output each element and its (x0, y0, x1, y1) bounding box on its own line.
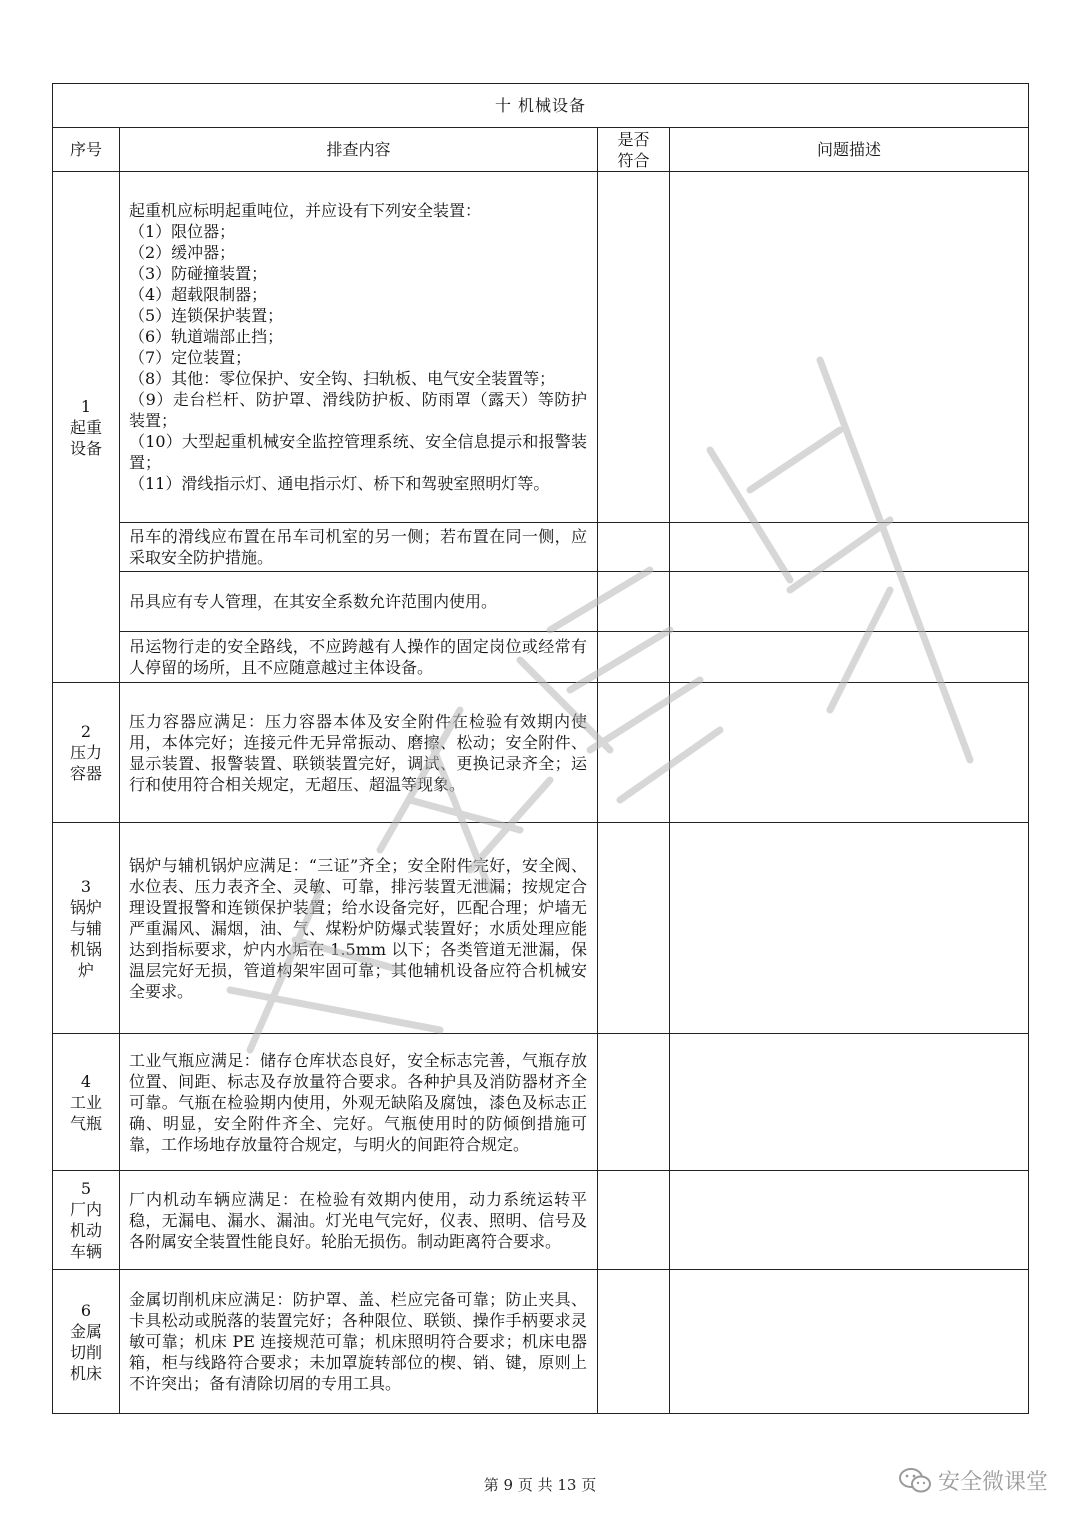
inspection-text: （11）滑线指示灯、通电指示灯、桥下和驾驶室照明灯等。 (129, 474, 550, 493)
brand-name: 安全微课堂 (937, 1470, 1048, 1495)
page-footer: 第 9 页 共 13 页 (483, 1476, 597, 1494)
item-category-line: 金属 (69, 1321, 102, 1341)
inspection-content-cell (120, 823, 598, 1034)
item-number-cell (53, 823, 120, 1034)
inspection-content-cell (120, 1270, 598, 1414)
item-number-cell (53, 1034, 120, 1171)
item-number-cell (53, 683, 120, 823)
inspection-text: 吊运物行走的安全路线，不应跨越有人操作的固定岗位或经常有人停留的场所，且不应随意越过主体设备。 (129, 637, 587, 677)
inspection-content-cell (120, 172, 598, 523)
item-number-cell (53, 172, 120, 683)
compliance-cell[interactable] (598, 572, 670, 632)
problem-description-cell[interactable] (670, 1034, 1029, 1171)
inspection-content-cell (120, 1171, 598, 1270)
item-category-line: 容器 (69, 764, 102, 783)
inspection-text: （5）连锁保护装置； (129, 306, 284, 325)
inspection-table (52, 83, 1029, 1414)
item-number-cell (53, 1270, 120, 1414)
wechat-icon (898, 1467, 932, 1495)
item-category-line: 起重 (69, 417, 102, 437)
inspection-text: 吊车的滑线应布置在吊车司机室的另一侧；若布置在同一侧，应采取安全防护措施。 (129, 527, 587, 567)
inspection-text: 金属切削机床应满足：防护罩、盖、栏应完备可靠；防止夹具、卡具松动或脱落的装置完好；各种限位、联锁、操作手柄要求灵敏可靠；机床 PE 连接规范可靠；机床照明符合要求；机床电器箱，柜与线路符合要求；未加罩旋转部位的楔、销、键，原则上不许突出；备有清除切屑的专用工具。 (129, 1290, 587, 1393)
inspection-text: （4）超载限制器； (129, 285, 268, 304)
header-ok (598, 128, 670, 172)
inspection-text: 吊具应有专人管理，在其安全系数允许范围内使用。 (129, 592, 498, 611)
item-category-line: 车辆 (69, 1242, 102, 1261)
compliance-cell[interactable] (598, 683, 670, 823)
inspection-content-cell (120, 523, 598, 572)
inspection-text: （3）防碰撞装置； (129, 264, 268, 283)
inspection-text: （6）轨道端部止挡； (129, 327, 284, 346)
problem-description-cell[interactable] (670, 523, 1029, 572)
inspection-text: （8）其他：零位保护、安全钩、扫轨板、电气安全装置等； (129, 369, 556, 388)
item-category-line: 压力 (69, 743, 102, 762)
item-number: 2 (80, 722, 92, 741)
inspection-text: （7）定位装置； (129, 348, 252, 367)
item-number: 6 (80, 1300, 92, 1320)
item-number: 1 (80, 396, 92, 416)
problem-description-cell[interactable] (670, 1171, 1029, 1270)
compliance-cell[interactable] (598, 1270, 670, 1414)
table-row (53, 572, 1029, 632)
compliance-cell[interactable] (598, 1034, 670, 1171)
header-no: 序号 (53, 128, 120, 172)
item-category-line: 机锅 (69, 939, 102, 959)
problem-description-cell[interactable] (670, 632, 1029, 683)
inspection-text: （2）缓冲器； (129, 243, 236, 262)
item-number: 3 (80, 876, 92, 896)
compliance-cell[interactable] (598, 172, 670, 523)
inspection-text: （9）走台栏杆、防护罩、滑线防护板、防雨罩（露天）等防护装置； (129, 390, 587, 430)
inspection-text: （10）大型起重机械安全监控管理系统、安全信息提示和报警装置； (129, 432, 587, 472)
header-row (53, 128, 1029, 172)
inspection-text: 工业气瓶应满足：储存仓库状态良好，安全标志完善，气瓶存放位置、间距、标志及存放量符合要求。各种护具及消防器材齐全可靠。气瓶在检验期内使用，外观无缺陷及腐蚀，漆色及标志正确、明显，安全附件齐全、完好。气瓶使用时的防倾倒措施可靠，工作场地存放量符合规定，与明火的间距符合规定。 (129, 1050, 587, 1154)
header-desc: 问题描述 (670, 128, 1029, 172)
inspection-text: （1）限位器； (129, 222, 236, 241)
problem-description-cell[interactable] (670, 172, 1029, 523)
table-row (53, 1034, 1029, 1171)
problem-description-cell[interactable] (670, 683, 1029, 823)
table-row (53, 523, 1029, 572)
header-ok-line2: 符合 (617, 150, 650, 170)
section-title-row (53, 84, 1029, 128)
inspection-content-cell (120, 572, 598, 632)
header-content: 排查内容 (120, 128, 598, 172)
compliance-cell[interactable] (598, 823, 670, 1034)
item-category-line: 机床 (69, 1363, 102, 1383)
table-row (53, 632, 1029, 683)
item-number: 4 (80, 1071, 92, 1091)
item-category-line: 炉 (77, 960, 94, 980)
item-category-line: 与辅 (69, 918, 102, 938)
problem-description-cell[interactable] (670, 823, 1029, 1034)
item-category-line: 机动 (69, 1221, 102, 1240)
item-number-cell (53, 1171, 120, 1270)
inspection-content-cell (120, 632, 598, 683)
inspection-content-cell (120, 1034, 598, 1171)
item-category-line: 切削 (69, 1342, 102, 1362)
section-title: 十 机械设备 (53, 84, 1029, 128)
item-category-line: 锅炉 (69, 897, 102, 917)
table-row (53, 683, 1029, 823)
inspection-text: 压力容器应满足：压力容器本体及安全附件在检验有效期内使用，本体完好；连接元件无异常振动、磨擦、松动；安全附件、显示装置、报警装置、联锁装置完好，调试、更换记录齐全；运行和使用符合相关规定，无超压、超温等现象。 (129, 711, 587, 794)
compliance-cell[interactable] (598, 632, 670, 683)
compliance-cell[interactable] (598, 523, 670, 572)
table-row (53, 172, 1029, 523)
table-row (53, 823, 1029, 1034)
inspection-content-cell (120, 683, 598, 823)
inspection-text: 起重机应标明起重吨位，并应设有下列安全装置： (129, 201, 482, 220)
problem-description-cell[interactable] (670, 572, 1029, 632)
inspection-text: 厂内机动车辆应满足：在检验有效期内使用，动力系统运转平稳，无漏电、漏水、漏油。灯光电气完好，仪表、照明、信号及各附属安全装置性能良好。轮胎无损伤。制动距离符合要求。 (129, 1189, 587, 1251)
problem-description-cell[interactable] (670, 1270, 1029, 1414)
inspection-text: 锅炉与辅机锅炉应满足：“三证”齐全；安全附件完好，安全阀、水位表、压力表齐全、灵敏、可靠，排污装置无泄漏；按规定合理设置报警和连锁保护装置；给水设备完好，匹配合理；炉墙无严重漏风、漏烟，油、气、煤粉炉防爆式装置好；水质处理应能达到指标要求，炉内水垢在 1.5mm 以下；各类管道无泄漏，保温层完好无损，管道构架牢固可靠；其他辅机设备应符合机械安全要求。 (129, 855, 587, 1001)
compliance-cell[interactable] (598, 1171, 670, 1270)
table-row (53, 1171, 1029, 1270)
item-category-line: 工业 (69, 1092, 102, 1112)
table-row (53, 1270, 1029, 1414)
item-category-line: 厂内 (69, 1200, 102, 1219)
header-ok-line1: 是否 (617, 129, 650, 149)
brand-watermark (898, 1465, 1048, 1496)
item-number: 5 (80, 1179, 92, 1198)
item-category-line: 气瓶 (69, 1113, 102, 1133)
item-category-line: 设备 (69, 438, 102, 458)
